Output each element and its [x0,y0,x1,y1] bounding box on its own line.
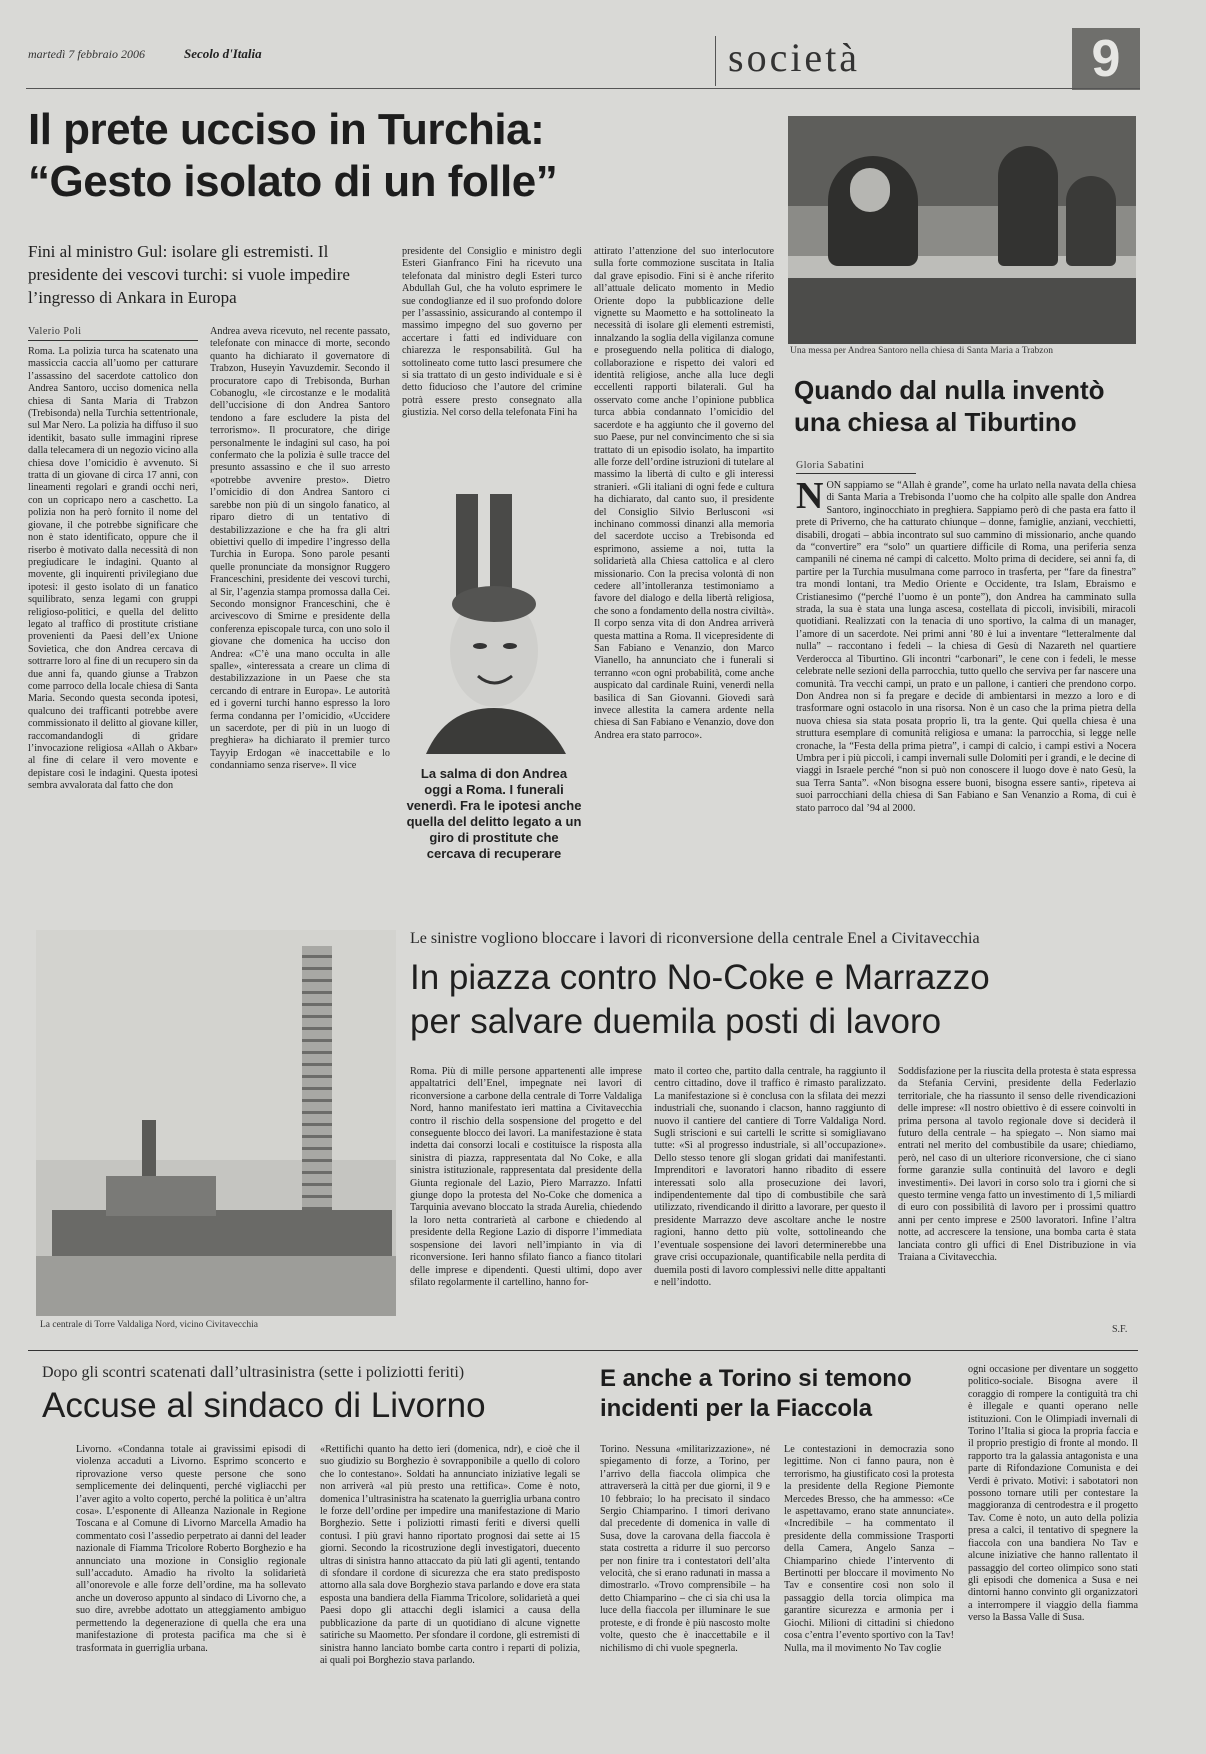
lead-headline-line2: “Gesto isolato di un folle” [28,157,558,206]
torino-headline: E anche a Torino si temono incidenti per la Fiaccola [600,1365,912,1422]
torino-column-1: Torino. Nessuna «militarizzazione», né spiegamento di forze, a Torino, per l’arrivo della fiaccola olimpica che attraverserà la città per due giorni, il 9 e 10 febbraio; lo ha precisato il sindaco Sergio Chiamparino. I timori derivano dal precedente di domenica in valle di Susa, dove la carovana della fiaccola è stata costretta a ridurre il suo percorso per non finire tra i contestatori dell’alta velocità, che si erano radunati in massa a dimostrarlo. «Trovo comprensibile – ha detto Chiamparino – che ci sia chi usa la luce della fiaccola per illuminare le sue proteste, e di fronde è più nascosto molte volte, questo che è inaccettabile e il nichilismo di chi vuole spegnerla. [600,1444,770,1654]
section-label: società [728,35,861,80]
lead-column-4: attirato l’attenzione del suo interlocutore sulla forte commozione suscitata in Italia dal grave episodio. Fini si è anche riferito all’attuale delicato momento in Medio Oriente dopo la pubblicazione delle vignette su Maometto e ha sottolineato la necessità di isolare gli elementi estremisti, innalzando la soglia della vigilanza comune e proseguendo nella politica di dialogo, collaborazione e rispetto dei valori ed identità religiose, anche alla luce degli eccellenti rapporti bilaterali. Gul ha osservato come anche l’opinione pubblica turca abbia condannato l’omicidio del sacerdote e ha aggiunto che il governo del suo Paese, pur nel convincimento che si sia trattato di un episodio isolato, ha impartito alle forze dell’ordine istruzioni di tutelare al massimo la libertà di culto e gli interessi stranieri. «Gli italiani di ogni fede e cultura ha dichiarato, dal canto suo, il presidente del Consiglio Silvio Berlusconi «si inchinano commossi dinanzi alla memoria del sacerdote ucciso a Trebisonda ed esprimono, assieme a noi, tutta la solidarietà alla Chiesa cattolica e al clero missionario. Con la precisa volontà di non cedere all’intolleranza testimoniamo a favore del dialogo e della libertà religiosa, che sono a fondamento della nostra civiltà». Il corpo senza vita di don Andrea arriverà questa mattina a Roma. Il vicepresidente di San Fabiano e Venanzio, don Marco Vianello, ha annunciato che i funerali si terranno «con ogni probabilità, come anche auspicato dal cardinale Ruini, venerdì nella basilica di San Giovanni. Giovedì sarà invece allestita la camera ardente nella chiesa di San Fabiano e Venanzio, dove don Andrea era stato parroco». [594,246,774,741]
masthead-rule [26,88,1140,89]
section-rule-bottom [28,1350,1138,1351]
page-number-box [1072,28,1140,90]
masthead-paper-name: Secolo d'Italia [184,46,262,61]
tiburtino-body [796,480,1136,910]
torino-column-2: Le contestazioni in democrazia sono legittime. Non ci fanno paura, non è terrorismo, ha giustificato così la protesta la presidente della Regione Piemonte Mercedes Bresso, che ha ammesso: «Ce le aspettavamo, erano state annunciate». «Incredibile – ha commentato il presidente della commissione Trasporti della Camera, Angelo Sanza – Chiamparino chiede l’intervento di Bertinotti per bloccare il movimento No Tav e consentire così non solo il passaggio della torcia olimpica ma garantire sicurezza e armonia per i Giochi. Milioni di cittadini si chiedono cosa c’entra l’evento sportivo con la Tav! Nulla, ma il movimento No Tav coglie [784,1444,954,1654]
lead-subhead: Fini al ministro Gul: isolare gli estremisti. Il presidente dei vescovi turchi: si vuole impedire l’ingresso di Ankara in Europa [28,242,350,307]
portrait-photo [416,486,580,754]
enel-kicker: Le sinistre vogliono bloccare i lavori di riconversione della centrale Enel a Civitavecchia [410,930,980,947]
page-number: 9 [1091,30,1121,88]
enel-signature: S.F. [1112,1324,1128,1335]
livorno-headline: Accuse al sindaco di Livorno [42,1386,486,1425]
lead-headline [28,104,788,208]
masthead-divider [715,36,716,86]
tiburtino-byline: Gloria Sabatini [796,460,865,471]
livorno-column-2: «Rettifichi quanto ha detto ieri (domenica, ndr), e cioè che il suo giudizio su Borghezio è sovrapponibile a quello di coloro che lo contestano». Soldati ha annunciato iniziative legali se non arriverà «al più presto una rettifica». Come è noto, domenica l’ultrasinistra ha scatenato la guerriglia urbana contro le forze dell’ordine per impedire una manifestazione di Mario Borghezio. Sette i poliziotti rimasti feriti e diversi quelli contusi. I più gravi hanno riportato prognosi dai sette ai 15 giorni. Secondo la ricostruzione degli investigatori, duecento ultras di sinistra hanno attaccato da più lati gli agenti, tentando di sfondare il cordone di sicurezza che era stato predisposto attorno alla sala dove Borghezio stava parlando e dove era stata esposta una bandiera della Fiamma Tricolore, solidarietà a quei Paesi dopo gli attacchi degli islamici a causa della pubblicazione da parte di un quotidiano di alcune vignette satiriche su Maometto. Per sfondare il cordone, gli estremisti di sinistra hanno lanciato bombe carta contro i reparti di polizia, ai quali poi Borghezio stava parlando. [320,1444,580,1666]
enel-headline-line2: per salvare duemila posti di lavoro [410,1002,942,1041]
enel-column-2: mato il corteo che, partito dalla centrale, ha raggiunto il centro cittadino, dove il traffico è rimasto paralizzato. La manifestazione si è conclusa con la sfilata dei mezzi industriali che, suonando i clacson, hanno raggiunto di nuovo il cantiere del cantiere di Torre Valdaliga Nord. Sugli striscioni e sui cartelli le scritte si somigliavano tutte: «Sì al progresso industriale, sì all’occupazione». Dello stesso tenore gli slogan gridati dai manifestanti. Imprenditori e lavoratori hanno ribadito di essere interessati solo alla prosecuzione dei lavori, indipendentemente dal tipo di combustibile che sarà utilizzato, rivendicando il diritto a lavorare, per questo il presidente Marrazzo deve ascoltare anche le nostre ragioni, hanno detto più volte, sottolineando che l’eventuale sospensione dei lavori determinerebbe una grave crisi occupazionale, quantificabile nella perdita di duemila posti di lavoro complessivi nelle ditte appaltanti e nell’indotto. [654,1066,886,1288]
enel-column-1: Roma. Più di mille persone appartenenti alle imprese appaltatrici dell’Enel, impegnate nei lavori di riconversione a carbone della centrale di Torre Valdaliga Nord, hanno manifestato ieri mattina a Civitavecchia contro il rischio della sospensione del progetto e del conseguente blocco dei lavori. La manifestazione è stata indetta dai consorzi locali e costituisce la risposta alla sinistra di piazza, rappresentata dal No Coke, e alla sinistra istituzionale, rappresentata dal presidente della Giunta regionale del Lazio, Piero Marrazzo. Infatti giunge dopo la protesta del No-Coke che domenica a Tarquinia avevano bloccato la strada Aurelia, chiedendo la loro netta contrarietà al carbone e chiedendo al presidente della Regione Lazio di disporre l’immediata sospensione dei lavori nell’impianto in via di riconversione. Ieri hanno sfilato fianco a fianco titolari delle imprese e dipendenti. Questi ultimi, dopo aver sfilato regolarmente il cartellino, hanno for- [410,1066,642,1288]
enel-headline-line1: In piazza contro No-Coke e Marrazzo [410,958,990,997]
power-plant-caption: La centrale di Torre Valdaliga Nord, vicino Civitavecchia [40,1320,258,1330]
enel-headline [410,956,1140,1044]
lead-column-1: Roma. La polizia turca ha scatenato una massiccia caccia all’uomo per catturare l’assassino del sacerdote cattolico don Andrea Santoro, ucciso domenica nella chiesa di Santa Maria di Trabzon (Trebisonda) nella Turchia settentrionale, sul Mar Nero. La polizia ha diffuso il suo identikit, basato sulle immagini riprese dalla telecamera di un negozio vicino alla chiesa dove l’omicidio è avvenuto. Si tratta di un giovane di circa 17 anni, con lineamenti regolari e grandi occhi neri, con un copricapo nero a caschetto. La polizia non ha però fornito il nome del giovane, il che potrebbe significare che non è stato identificato, oppure che il riserbo è motivato dalla necessità di non pregiudicare le indagini. Quanto al movente, gli inquirenti privilegiano due ipotesi: il gesto isolato di un fanatico squilibrato, senza legami con gruppi religioso-politici, e quella del delitto legato al traffico di prostitute cristiane provenienti da Paesi dell’ex Unione Sovietica, che don Andrea cercava di sottrarre loro al fine di un recupero sin da due anni fa, quando giunse a Trabzon come parroco della locale chiesa di Santa Maria. Secondo questa seconda ipotesi, qualcuno dei trafficanti potrebbe avere commissionato il delitto al giovane killer, raccomandandogli di gridare l’invocazione religiosa «Allah o Akbar» al fine di celare il vero movente e depistare così le indagini. Questa ipotesi sembra avvalorata dal fatto che don [28,346,198,792]
lead-byline-rule [28,340,198,341]
tiburtino-dropcap: N [796,480,824,517]
livorno-column-1: Livorno. «Condanna totale ai gravissimi episodi di violenza accaduti a Livorno. Esprimo sconcerto e riprovazione verso queste persone che sono semplicemente dei delinquenti, perché vigliacchi per l’aver agito a volto coperto, perché la politica è un’altra cosa». L’esponente di Alleanza Nazionale in Regione Toscana e al Comune di Livorno Marcella Amadio ha commentato così l’assedio perpetrato ai danni del leader nazionale di Fiamma Tricolore Roberto Borghezio e ha annunciato una mozione in Consiglio regionale sull’accaduto. Amadio ha rivolto la solidarietà all’onorevole e alle forze dell’ordine, ma ha sollevato anche un doveroso appunto al sindaco di Livorno che, a suo dire, avrebbe adottato un atteggiamento ambiguo permettendo la degenerazione di quella che era una manifestazione di protesta pacifica ma che si è trasformata in guerriglia urbana. [76,1444,306,1654]
lead-byline: Valerio Poli [28,326,82,337]
tiburtino-headline: Quando dal nulla inventò una chiesa al Tiburtino [794,375,1105,437]
lead-column-3: presidente del Consiglio e ministro degli Esteri Gianfranco Fini ha ricevuto una telefonata dal ministro degli Esteri turco Abdullah Gul, che ha voluto esprimere le sue condoglianze ed il suo profondo dolore per l’assassinio, assicurando al contempo il massimo impegno del suo governo per accertare i fatti ed individuare con chiarezza le responsabilità. Gul ha sottolineato come tutto lasci presumere che si sia trattato di un gesto individuale e si è detto fiducioso che l’autore del crimine potrà essere presto consegnato alla giustizia. Nel corso della telefonata Fini ha [402,246,582,419]
enel-column-3: Soddisfazione per la riuscita della protesta è stata espressa da Stefania Cervini, presidente della Federlazio territoriale, che ha riassunto il senso delle rivendicazioni delle imprese: «Il nostro obiettivo è di essere coinvolti in prima persona al tavolo regionale dove si deciderà il futuro della centrale – ha spiegato –. Non siamo mai entrati nel merito del combustibile da usare; chiediamo, però, nel caso di un ulteriore riconversione, che ci siano forme garanzie sulla continuità del lavoro e degli investimenti». Dei lavori in corso solo tra i giorni che si questo termine venga fatto un investimento di 1,5 miliardi di euro con possibilità di lavoro per i prossimi quattro anni per cento imprese e 2500 lavoratori. Infine l’altra notte, ad accrescere la tensione, una bomba carta è stata lanciata contro gli uffici di Enel Distribuzione in via Traiana a Civitavecchia. [898,1066,1136,1264]
masthead [0,0,1206,100]
torino-column-3: ogni occasione per diventare un soggetto politico-sociale. Bisogna avere il coraggio di rompere la contiguità tra chi è illegale e quanti operano nelle istituzioni. Con le Olimpiadi invernali di Torino l’Italia si gioca la propria faccia e il proprio prestigio di fronte al mondo. Il rapporto tra la galassia antagonista e una parte di Rifondazione Comunista e dei Verdi è privato. Motivi: i sabotatori non possono tornare utili per contestare la maggioranza di centrodestra e il progetto Tav. Come è noto, un auto della polizia presa a calci, il tentativo di spegnere la fiaccola con una bandiera No Tav e alcune iniziative che hanno rallentato il passaggio del corteo olimpico sono stati gli episodi che domenica a Susa e nei dintorni hanno convinto gli organizzatori a interrompere il viaggio della fiamma verso la Bassa Valle di Susa. [968,1364,1138,1624]
masthead-date: martedì 7 febbraio 2006 [28,47,145,61]
livorno-kicker: Dopo gli scontri scatenati dall’ultrasinistra (sette i poliziotti feriti) [42,1364,465,1381]
lead-headline-line1: Il prete ucciso in Turchia: [28,105,545,154]
tiburtino-byline-rule [796,473,916,474]
power-plant-photo [36,930,396,1316]
trabzon-mass-photo [788,116,1136,344]
tiburtino-body-text: ON sappiamo se “Allah è grande”, come ha urlato nella navata della chiesa di Santa Maria a Trebisonda l’uomo che ha colpito alle spalle don Andrea Santoro, inginocchiato in preghiera. Sappiamo però di che pasta era fatto il prete di Priverno, che ha catturato chiunque – donne, famiglie, anziani, vecchietti, disabili, drogati – abbia incontrato sul suo cammino di missionario, anche quando da “convertire” era “solo” un quartiere difficile di Roma, una periferia senza campanili né cinema né campi di calcetto. Molto prima di decidere, sei anni fa, di partire per la Turchia musulmana come parroco in trasferta, per “fare da finestra” tra mondi lontani, tra Medio Oriente e Occidente, tra Islam, Ebraismo e Cristianesimo (“perché l’uomo è un ponte”), don Andrea ha camminato sulla strada, la sua è stata una lunga ascesa, costellata di piccoli, invisibili, miracoli quotidiani. Realizzati con la tenacia di uno sportivo, la calma di un manager, l’amore di un sacerdote. Nei primi anni ’80 è lui a inventare “letteralmente dal nulla” – raccontano i fedeli – la chiesa di Gesù di Nazareth nel quartiere Verderocca al Tiburtino. Gli incontri “carbonari”, le cene con i fedeli, le messe celebrate nelle sezioni della parrocchia, tutto quello che serviva per far nascere una comunità. Tra vecchi campi, un prato e un pallone, i cantieri che prendono corpo. Don Andrea non si fa pregare e decide di ambientarsi in mezzo a loro e di trasformare ogni ostacolo in una risorsa. Non è un caso che la prima pietra della nuova chiesa sia stata posata proprio lì, tra la gente. Qui quella chiesa è una struttura esemplare di comunità religiosa e umana: la parrocchia, si legge nelle cronache, la “Festa della prima pietra”, i campi di calcio, i campi estivi a Nocera Umbra per i più piccoli, i campi invernali sulle Dolomiti per i grandi, e le decine di viaggi in Israele perché “non si può non conoscere il luogo dove è nato Gesù, la sua Terra Santa”. «Non bisogna essere buoni, bisogna essere santi», ripeteva ai suoi parrocchiani della chiesa di San Fabiano e San Venanzio a Roma, di cui è stato parroco dal ’94 al 2000. [796,480,1136,814]
portrait-graphic [416,486,580,754]
lead-column-2: Andrea aveva ricevuto, nel recente passato, telefonate con minacce di morte, secondo quanto ha dichiarato il governatore di Trabzon, Huseyin Yavuzdemir. Secondo il procuratore capo di Trebisonda, Burhan Cobanoglu, «le circostanze e le modalità dell’uccisione di don Andrea Santoro tendono a fare escludere la pista del terrorismo». Il procuratore, che dirige personalmente le indagini sul caso, ha poi confermato che la polizia è sulle tracce del presunto assassino e che il suo arresto «potrebbe avvenire presto». Dietro l’omicidio di don Andrea Santoro ci sarebbe non più di un singolo fanatico, al riparo dietro di un tentativo di destabilizzazione e che ha fra gli altri obiettivi quello di impedire l’ingresso della Turchia in Europa. Sono parole pesanti quelle pronunciate da monsignor Ruggero Franceschini, presidente dei vescovi turchi, al Sir, l’agenzia stampa promossa dalla Cei. Secondo monsignor Franceschini, che è arcivescovo di Smirne e presidente della conferenza episcopale turca, con uno solo il giovane che domenica ha ucciso don Andrea: «C’è una mano occulta in alle spalle», «interessata a creare un clima di destabilizzazione in un Paese che sta cercando di entrare in Europa». Le autorità ed i governi turchi hanno espresso la loro ferma condanna per l’omicidio, «Uccidere un sacerdote, per di più in un luogo di preghiera» ha dichiarato il premier turco Tayyip Erdogan «è inaccettabile e lo condanniamo senza riserve». Il vice [210,326,390,772]
portrait-caption: La salma di don Andrea oggi a Roma. I funerali venerdì. Fra le ipotesi anche quella del delitto legato a un giro di prostitute che cercava di recuperare [406,766,582,861]
trabzon-photo-caption: Una messa per Andrea Santoro nella chiesa di Santa Maria a Trabzon [790,346,1054,356]
